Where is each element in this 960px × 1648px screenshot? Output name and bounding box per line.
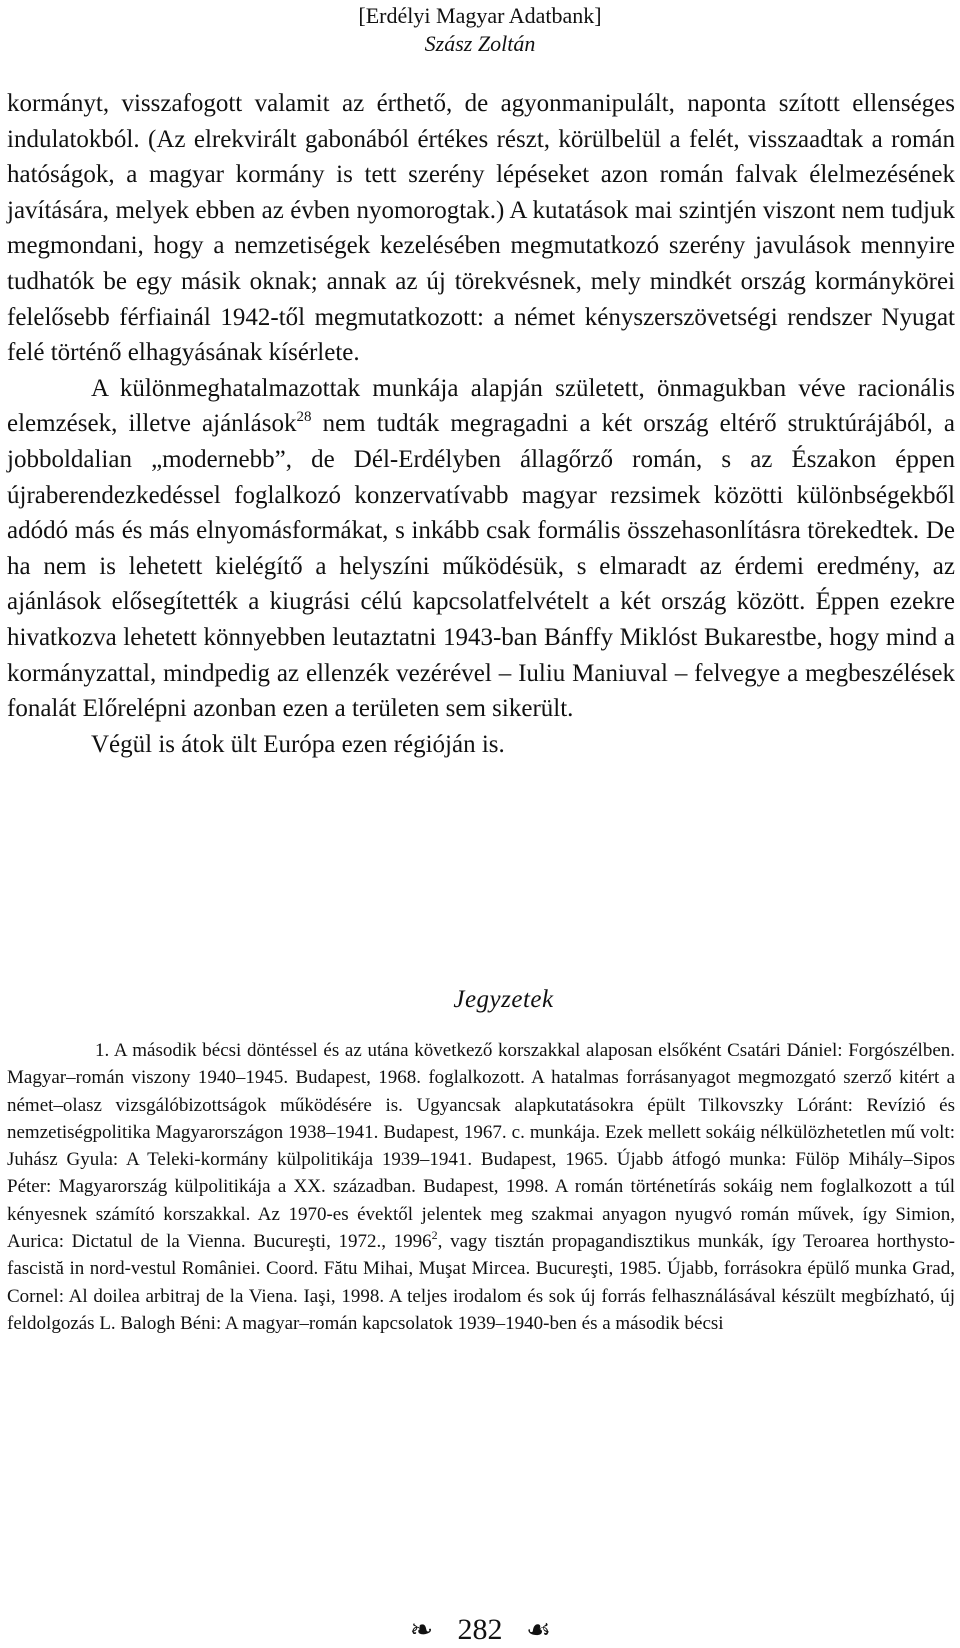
page-footer xyxy=(0,1612,960,1648)
paragraph-3: Végül is átok ült Európa ezen régióján is. xyxy=(91,730,505,758)
note-1-text-a: 1. A második bécsi döntéssel és az utána következő korszakkal alaposan elsőként Csatári Dániel: Forgószélben. Magyar–román viszony 1940–1945. Budapest, 1968. foglalkozott. A hatalmas forrásanyagot megmozgató szerző kitért a német–olasz vizsgálóbizottságok működésére is. Ugyancsak alapkutatásokra épült Tilkovszky Lóránt: Revízió és nemzetiségpolitika Magyarországon 1938–1941. Budapest, 1967. c. munkája. Ezek mellett sokáig nélkülözhetetlen mű volt: Juhász Gyula: A Teleki-kormány külpolitikája 1939–1941. Budapest, 1965. Újabb átfogó munka: Fülöp Mihály–Sipos Péter: Magyarország külpolitikája a XX. században. Budapest, 1998. A román történetírás sokáig nem foglalkozott a túl kényesnek számító korszakkal. Az 1970-es évektől jelentek meg szakmai anyagon nyugvó román művek, így Simion, Aurica: Dictatul de la Vienna. Bucureşti, 1972., 1996 xyxy=(7,1040,955,1253)
running-head-source: [Erdélyi Magyar Adatbank] xyxy=(358,3,602,28)
page-number: 282 xyxy=(457,1613,503,1646)
notes-section xyxy=(7,1037,955,1337)
note-1-text-b: , vagy tisztán propagandisztikus munkák, így Teroarea horthysto-fascistă in nord-vestul României. Coord. Fătu Mihai, Muşat Mircea. Bucureşti, 1985. Újabb, forrásokra épülő munka Grad, Cornel: Al doilea arbitraj de la Viena. Iaşi, 1998. A teljes irodalom és sok új forrás felhasználásával készült megbízható, új feldolgozás L. Balogh Béni: A magyar–román kapcsolatok 1939–1940-ben és a második bécsi xyxy=(7,1231,955,1334)
note-1 xyxy=(7,1037,955,1337)
body-text xyxy=(7,86,955,762)
paragraph-2-text-b: nem tudták megragadni a két ország eltérő struktúrájából, a jobboldalian „modernebb”, de Dél-Erdélyben állagőrző román, s az Északon éppen újraberendezkedéssel foglalkozó konzervatívabb magyar rezsimek közötti különbségekből adódó más és más elnyomásformákat, s inkább csak formális összehasonlításra törekedtek. De ha nem is lehetett kielégítő a helyszíni működésük, s elmaradt az érdemi eredmény, az ajánlások elősegítették a kiugrási célú kapcsolatfelvételt a két ország között. Éppen ezekre hivatkozva lehetett könnyebben leutaztatni 1943-ban Bánffy Miklóst Bukarestbe, hogy mind a kormányzattal, mindpedig az ellenzék vezérével – Iuliu Maniuval – felvegye a megbeszélések fonalát Előrelépni azonban ezen a területen sem sikerült. xyxy=(7,410,955,723)
paragraph-2 xyxy=(7,371,955,727)
fleuron-right-icon: ☙ xyxy=(525,1613,552,1646)
paragraph-2-text-a: A különmeghatalmazottak munkája alapján született, önmagukban véve racionális elemzések, illetve ajánlások xyxy=(7,374,955,438)
footnote-reference: 28 xyxy=(296,409,312,426)
running-head-author: Szász Zoltán xyxy=(424,31,536,56)
paragraph-1: kormányt, visszafogott valamit az érthető, de agyonmanipulált, naponta szított ellenséges indulatokból. (Az elrekvirált gabonából értékes részt, körülbelül a felét, visszaadtak a román hatóságok, a magyar kormány is tett szerény lépéseket azon román falvak élelmezésének javítására, melyek ebben az évben nyomorogtak.) A kutatások mai szintjén viszont nem tudjuk megmondani, hogy a nemzetiségek kezelésében megmutatkozó szerény javulások mennyire tudhatók be egy másik oknak; annak az új törekvésnek, mely mindkét ország kormánykörei felelősebb férfiainál 1942-től megmutatkozott: a német kényszerszövetségi rendszer Nyugat felé történő elhagyásának kísérlete. xyxy=(7,90,955,367)
fleuron-left-icon: ❧ xyxy=(409,1613,434,1646)
note-1-superscript: 2 xyxy=(431,1228,438,1243)
notes-heading: Jegyzetek xyxy=(453,986,554,1013)
